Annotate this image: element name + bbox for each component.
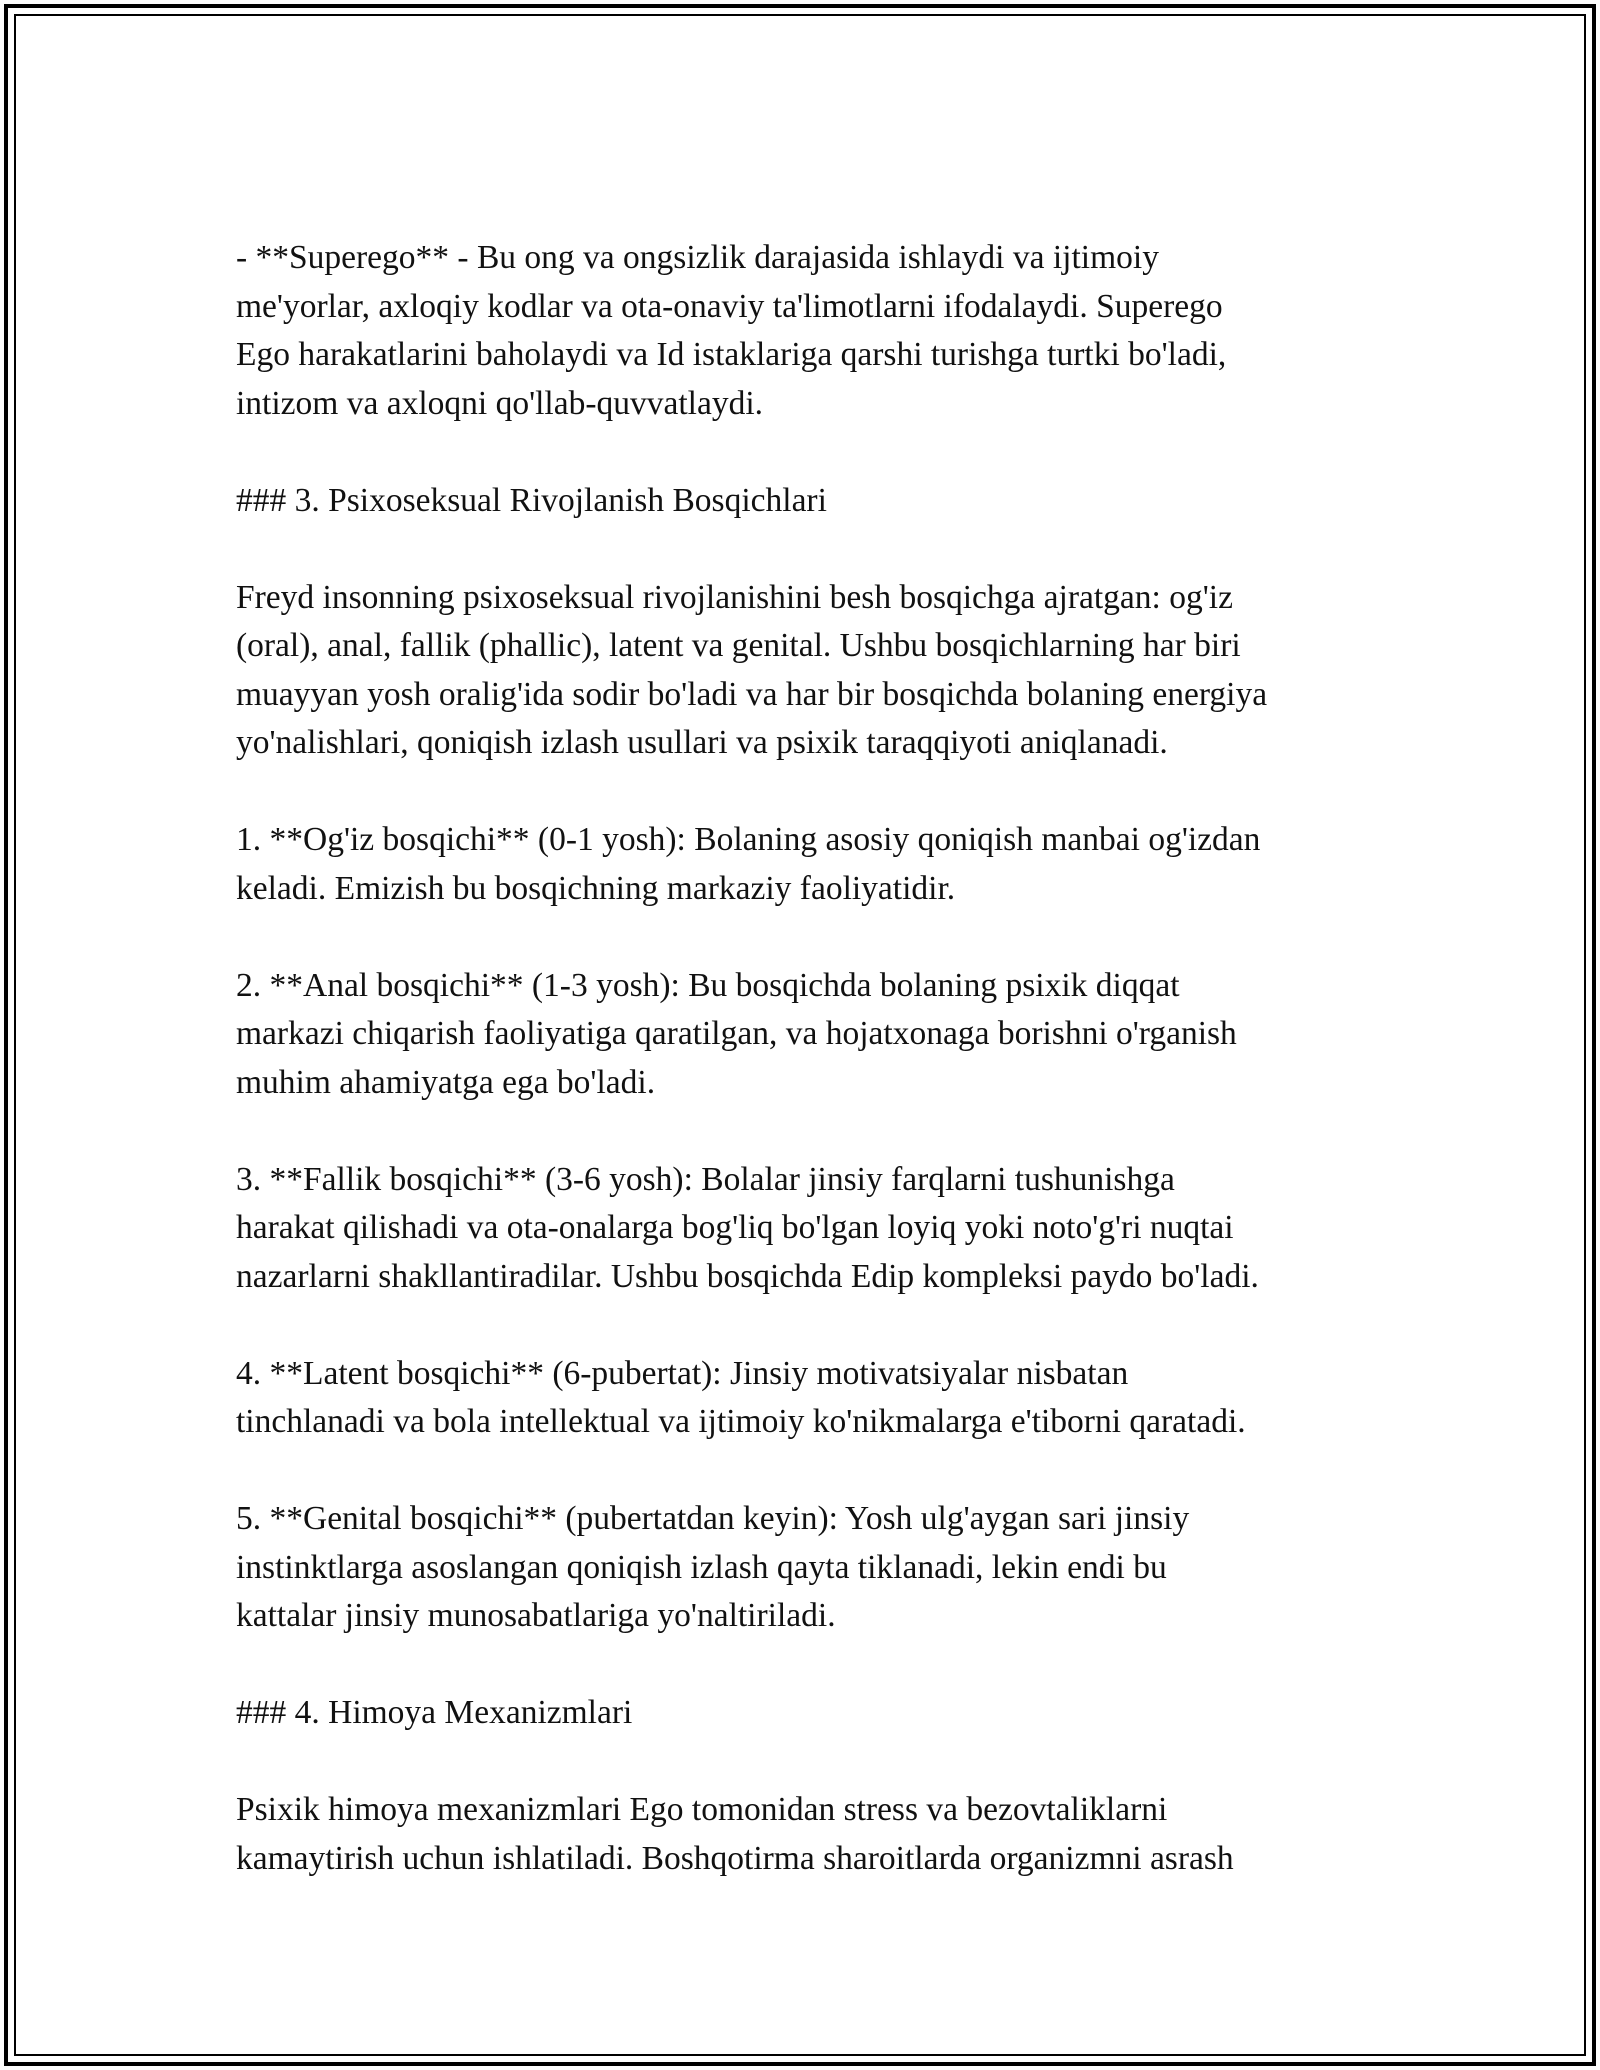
anal-stage-item: 2. **Anal bosqichi** (1-3 yosh): Bu bosqichda bolaning psixik diqqat markazi chiqarish faoliyatiga qaratilgan, va hojatxonaga borishni o'rganish muhim ahamiyatga ega bo'ladi.	[236, 966, 1237, 1101]
section-heading-3: ### 3. Psixoseksual Rivojlanish Bosqichlari	[236, 481, 827, 519]
latent-stage-item: 4. **Latent bosqichi** (6-pubertat): Jinsiy motivatsiyalar nisbatan tinchlanadi va bola intellektual va ijtimoiy ko'nikmalarga e'tiborni qaratadi.	[236, 1354, 1246, 1440]
superego-paragraph: - **Superego** - Bu ong va ongsizlik darajasida ishlaydi va ijtimoiy me'yorlar, axloqiy kodlar va ota-onaviy ta'limotlarni ifodalaydi. Superego Ego harakatlarini baholaydi va Id istaklariga qarshi turishga turtki bo'ladi, intizom va axloqni qo'llab-quvvatlaydi.	[236, 239, 1227, 422]
section-heading-4: ### 4. Himoya Mexanizmlari	[236, 1694, 633, 1731]
genital-stage-item: 5. **Genital bosqichi** (pubertatdan keyin): Yosh ulg'aygan sari jinsiy instinktlarga asoslangan qoniqish izlash qayta tiklanadi, lekin endi bu kattalar jinsiy munosabatlariga yo'naltiriladi.	[236, 1500, 1190, 1634]
defense-mechanisms-paragraph: Psixik himoya mexanizmlari Ego tomonidan stress va bezovtaliklarni kamaytirish uchun ishlatiladi. Boshqotirma sharoitlarda organizmni asrash	[236, 1791, 1234, 1877]
phallic-stage-item: 3. **Fallik bosqichi** (3-6 yosh): Bolalar jinsiy farqlarni tushunishga harakat qilishadi va ota-onalarga bog'liq bo'lgan loyiq yoki noto'g'ri nuqtai nazarlarni shakllantiradilar. Ushbu bosqichda Edip kompleksi paydo bo'ladi.	[236, 1160, 1259, 1295]
oral-stage-item: 1. **Og'iz bosqichi** (0-1 yosh): Bolaning asosiy qoniqish manbai og'izdan keladi. Emizish bu bosqichning markaziy faoliyatidir.	[236, 821, 1261, 907]
document-body	[236, 234, 1396, 1883]
freud-stages-paragraph: Freyd insonning psixoseksual rivojlanishini besh bosqichga ajratgan: og'iz (oral), anal, fallik (phallic), latent va genital. Ushbu bosqichlarning har biri muayyan yosh oralig'ida sodir bo'ladi va har bir bosqichda bolaning energiya yo'nalishlari, qoniqish izlash usullari va psixik taraqqiyoti aniqlanadi.	[236, 578, 1268, 761]
